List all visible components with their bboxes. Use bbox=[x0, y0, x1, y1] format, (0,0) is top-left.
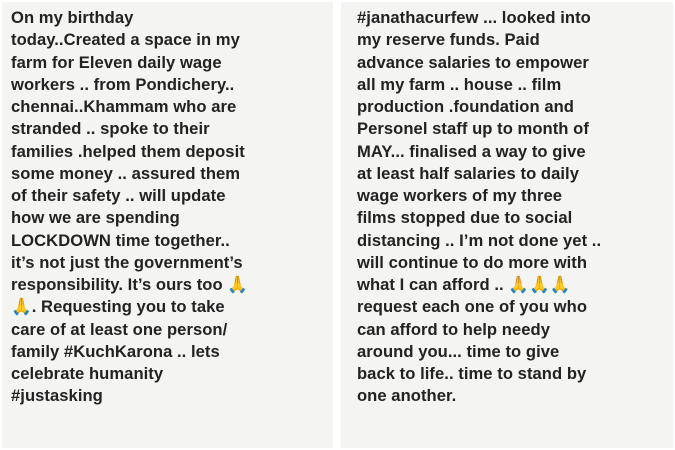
left-line: of their safety .. will update bbox=[11, 186, 226, 205]
right-line: advance salaries to empower bbox=[357, 52, 589, 72]
left-line: stranded .. spoke to their bbox=[11, 119, 210, 139]
left-text-panel bbox=[2, 2, 333, 448]
left-line: 🙏. Requesting you to take bbox=[11, 297, 225, 317]
left-line: today..Created a space in my bbox=[11, 30, 240, 50]
right-line: around you... time to give bbox=[357, 341, 560, 361]
right-line: films stopped due to social bbox=[357, 208, 573, 228]
right-line: MAY... finalised a way to give bbox=[357, 141, 586, 161]
right-line: request each one of you who bbox=[357, 297, 588, 317]
left-post-text bbox=[11, 7, 329, 408]
right-line: will continue to do more with bbox=[357, 252, 588, 272]
left-line: families .helped them deposit bbox=[11, 141, 245, 161]
left-line: how we are spending bbox=[11, 208, 180, 228]
right-line: wage workers of my three bbox=[357, 186, 563, 205]
left-line: On my birthday bbox=[11, 8, 134, 27]
left-line: responsibility. It’s ours too 🙏 bbox=[11, 275, 249, 294]
left-line: it’s not just the government’s bbox=[11, 252, 243, 272]
right-post-text bbox=[357, 7, 669, 408]
right-line: my reserve funds. Paid bbox=[357, 30, 540, 50]
left-line: LOCKDOWN time together.. bbox=[11, 230, 230, 250]
left-line: workers .. from Pondichery.. bbox=[11, 74, 235, 94]
right-line: Personel staff up to month of bbox=[357, 119, 589, 139]
left-line: some money .. assured them bbox=[11, 163, 241, 183]
right-line: production .foundation and bbox=[357, 97, 574, 116]
left-line: chennai..Khammam who are bbox=[11, 97, 237, 116]
right-line: one another. bbox=[357, 386, 457, 406]
left-line: care of at least one person/ bbox=[11, 319, 228, 339]
right-line: what I can afford .. 🙏🙏🙏 bbox=[357, 275, 571, 294]
left-line: #justasking bbox=[11, 386, 103, 406]
right-line: #janathacurfew ... looked into bbox=[357, 8, 591, 27]
left-line: family #KuchKarona .. lets bbox=[11, 341, 220, 361]
left-line: farm for Eleven daily wage bbox=[11, 52, 222, 72]
left-line: celebrate humanity bbox=[11, 364, 164, 383]
right-line: back to life.. time to stand by bbox=[357, 364, 587, 383]
right-line: distancing .. I’m not done yet .. bbox=[357, 230, 602, 250]
right-line: all my farm .. house .. film bbox=[357, 74, 562, 94]
right-line: can afford to help needy bbox=[357, 319, 550, 339]
right-line: at least half salaries to daily bbox=[357, 163, 579, 183]
right-text-panel bbox=[341, 2, 673, 448]
